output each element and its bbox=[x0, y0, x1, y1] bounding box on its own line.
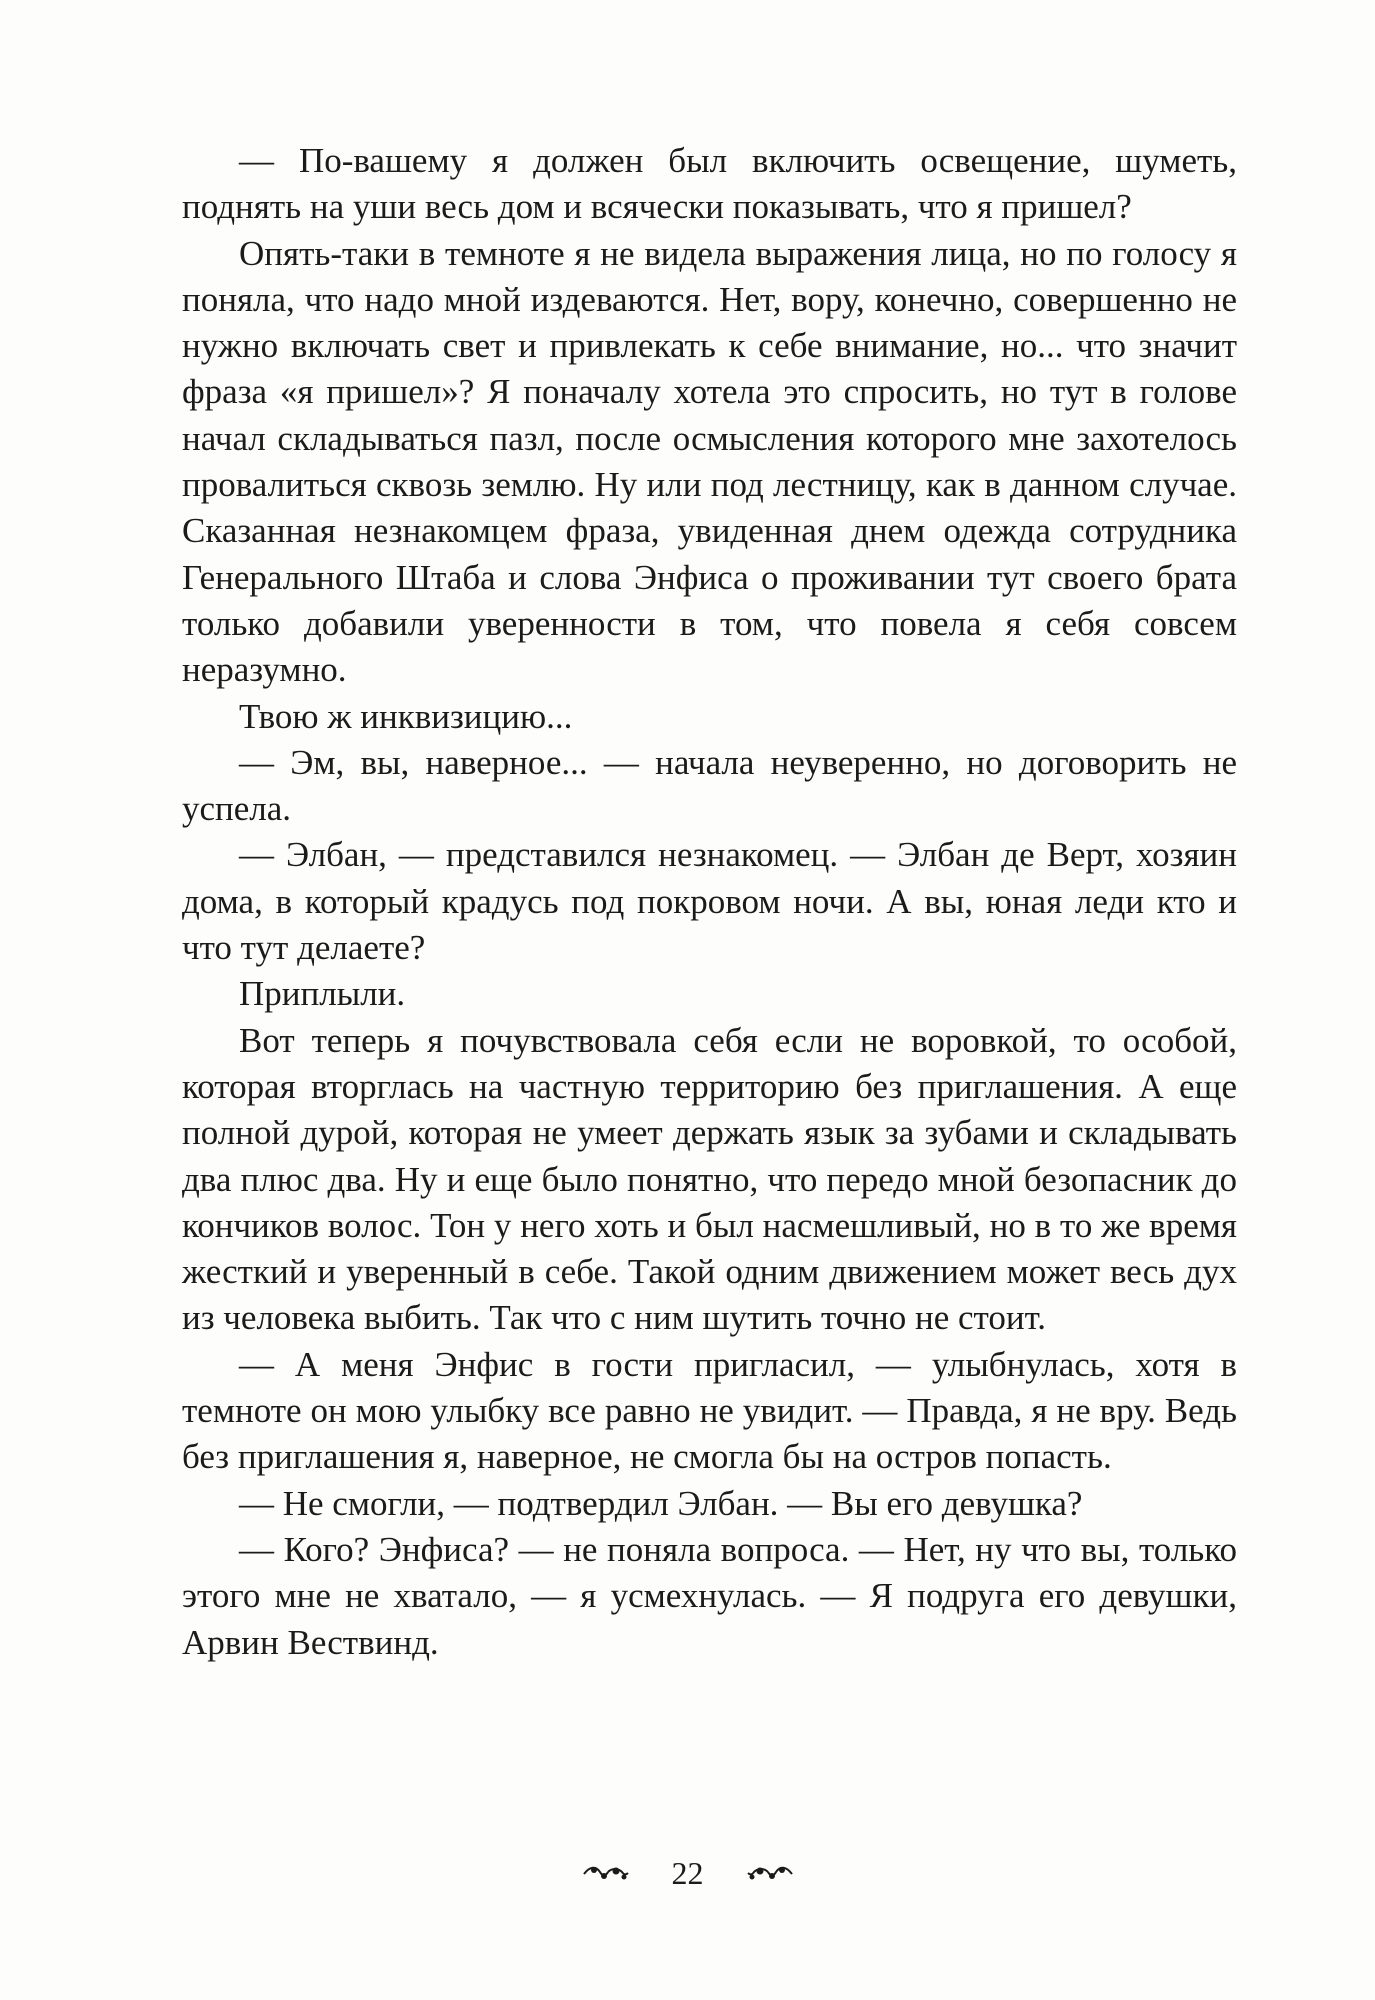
paragraph-9: — Не смогли, — подтвердил Элбан. — Вы его девушка? bbox=[239, 1483, 1083, 1523]
body-text bbox=[182, 138, 1237, 1666]
paragraph-2: Опять-таки в темноте я не видела выражения лица, но по голосу я поняла, что надо мной издеваются. Нет, вору, конечно, совершенно не нужно включать свет и привлекать к себе внимание, но... что значит фраза «я пришел»? Я поначалу хотела это спросить, но тут в голове начал складываться пазл, после осмысления которого мне захотелось провалиться сквозь землю. Ну или под лестницу, как в данном случае. Сказанная незнакомцем фраза, увиденная днем одежда сотрудника Генерального Штаба и слова Энфиса о проживании тут своего брата только добавили уверенности в том, что повела я себя совсем неразумно. bbox=[182, 233, 1237, 690]
paragraph-1: — По-вашему я должен был включить освещение, шуметь, поднять на уши весь дом и всячески показывать, что я пришел? bbox=[182, 141, 1237, 227]
floral-ornament-right-icon bbox=[746, 1862, 794, 1884]
paragraph-7: Вот теперь я почувствовала себя если не воровкой, то особой, которая вторглась на частную территорию без приглашения. А еще полной дурой, которая не умеет держать язык за зубами и складывать два плюс два. Ну и еще было понятно, что передо мной безопасник до кончиков волос. Тон у него хоть и был насмешливый, но в то же время жесткий и уверенный в себе. Такой одним движением может весь дух из человека выбить. Так что с ним шутить точно не стоит. bbox=[182, 1020, 1237, 1338]
floral-ornament-left-icon bbox=[582, 1862, 630, 1884]
page-number: 22 bbox=[671, 1854, 704, 1891]
paragraph-3: Твою ж инквизицию... bbox=[239, 696, 573, 736]
paragraph-5: — Элбан, — представился незнакомец. — Элбан де Верт, хозяин дома, в который крадусь под покровом ночи. А вы, юная леди кто и что тут делаете? bbox=[182, 835, 1237, 968]
paragraph-10: — Кого? Энфиса? — не поняла вопроса. — Нет, ну что вы, только этого мне не хватало, — я усмехнулась. — Я подруга его девушки, Арвин Вествинд. bbox=[182, 1529, 1237, 1662]
paragraph-6: Приплыли. bbox=[239, 974, 406, 1014]
paragraph-4: — Эм, вы, наверное... — начала неуверенно, но договорить не успела. bbox=[182, 742, 1237, 829]
paragraph-8: — А меня Энфис в гости пригласил, — улыбнулась, хотя в темноте он мою улыбку все равно не увидит. — Правда, я не вру. Ведь без приглашения я, наверное, не смогла бы на остров попасть. bbox=[182, 1344, 1237, 1477]
page-footer bbox=[0, 1848, 1375, 1898]
